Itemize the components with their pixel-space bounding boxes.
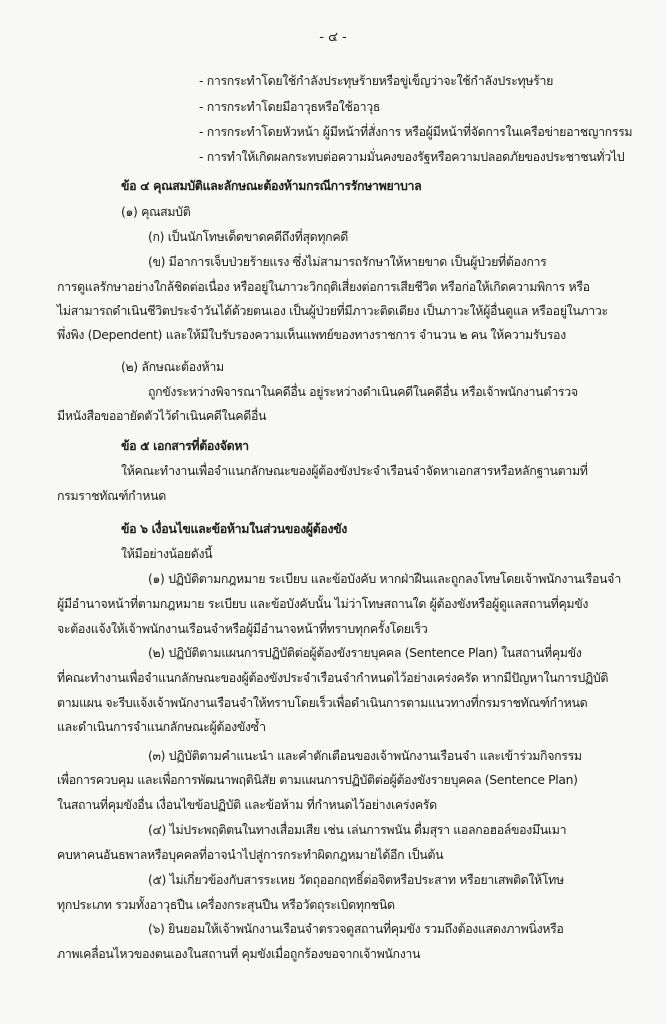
section-5-heading: ข้อ ๕ เอกสารที่ต้องจัดหา [121,438,249,453]
section-6-item-line: (๓) ปฏิบัติตามคำแนะนำ และคำตักเตือนของเจ้าพนักงานเรือนจำ และเข้าร่วมกิจกรรม [148,748,582,763]
section-6-item-line: คบหาคนอันธพาลหรือบุคคลที่อาจนำไปสู่การกระทำผิดกฎหมายได้อีก เป็นต้น [57,847,444,862]
section-6-item-line: (๔) ไม่ประพฤติตนในทางเสื่อมเสีย เช่น เล่นการพนัน ดื่มสุรา แอลกอฮอล์ของมึนเมา [148,822,567,837]
section-4-heading: ข้อ ๔ คุณสมบัติและลักษณะต้องห้ามกรณีการรักษาพยาบาล [121,178,422,193]
section-4-sub2-line: ถูกขังระหว่างพิจารณาในคดีอื่น อยู่ระหว่างดำเนินคดีในคดีอื่น หรือเจ้าพนักงานตำรวจ [148,384,578,399]
bullet-item: - การกระทำโดยมีอาวุธหรือใช้อาวุธ [199,99,381,114]
section-4-sub2-line: มีหนังสือขออายัดตัวไว้ดำเนินคดีในคดีอื่น [57,408,267,423]
section-6-heading: ข้อ ๖ เงื่อนไขและข้อห้ามในส่วนของผู้ต้องขัง [121,521,347,536]
section-6-item-line: ผู้มีอำนาจหน้าที่ตามกฎหมาย ระเบียบ และข้อบังคับนั้น ไม่ว่าโทษสถานใด ผู้ต้องขังหรือผู้ดูแลสถานที่คุมขัง [57,596,589,611]
section-5-line: ให้คณะทำงานเพื่อจำแนกลักษณะของผู้ต้องขังประจำเรือนจำจัดหาเอกสารหรือหลักฐานตามที่ [121,463,588,478]
page-number: - ๔ - [319,30,347,45]
section-6-item-line: และดำเนินการจำแนกลักษณะผู้ต้องขังซ้ำ [57,719,266,734]
section-6-item-line: (๖) ยินยอมให้เจ้าพนักงานเรือนจำตรวจดูสถานที่คุมขัง รวมถึงต้องแสดงภาพนิ่งหรือ [148,921,564,936]
bullet-item: - การกระทำโดยหัวหน้า ผู้มีหน้าที่สั่งการ หรือผู้มีหน้าที่จัดการในเครือข่ายอาชญากรรม [199,124,633,139]
section-4-sub1-title: (๑) คุณสมบัติ [121,204,191,219]
section-6-item-line: เพื่อการควบคุม และเพื่อการพัฒนาพฤตินิสัย ตามแผนการปฏิบัติต่อผู้ต้องขังรายบุคคล (Sentence Plan) [57,772,578,787]
section-6-item-line: (๒) ปฏิบัติตามแผนการปฏิบัติต่อผู้ต้องขังรายบุคคล (Sentence Plan) ในสถานที่คุมขัง [148,645,582,660]
section-4-item-b-line: พึ่งพิง (Dependent) และให้มีใบรับรองความเห็นแพทย์ของทางราชการ จำนวน ๒ คน ให้ความรับรอง [57,327,566,342]
section-6-item-line: จะต้องแจ้งให้เจ้าพนักงานเรือนจำหรือผู้มีอำนาจหน้าที่ทราบทุกครั้งโดยเร็ว [57,621,428,636]
section-6-item-line: ภาพเคลื่อนไหวของตนเองในสถานที่ คุมขังเมื่อถูกร้องขอจากเจ้าพนักงาน [57,946,421,961]
section-4-item-b-line: (ข) มีอาการเจ็บป่วยร้ายแรง ซึ่งไม่สามารถรักษาให้หายขาด เป็นผู้ป่วยที่ต้องการ [148,254,547,269]
bullet-item: - การกระทำโดยใช้กำลังประทุษร้ายหรือขู่เข็ญว่าจะใช้กำลังประทุษร้าย [199,73,553,88]
section-6-item-line: ทุกประเภท รวมทั้งอาวุธปืน เครื่องกระสุนปืน หรือวัตถุระเบิดทุกชนิด [57,897,395,912]
section-6-item-line: (๕) ไม่เกี่ยวข้องกับสารระเหย วัตถุออกฤทธิ์ต่อจิตหรือประสาท หรือยาเสพติดให้โทษ [148,872,564,887]
section-6-item-line: ตามแผน จะรีบแจ้งเจ้าพนักงานเรือนจำให้ทราบโดยเร็วเพื่อดำเนินการตามแนวทางที่กรมราชทัณฑ์กำหนด [57,695,588,710]
section-6-item-line: (๑) ปฏิบัติตามกฎหมาย ระเบียบ และข้อบังคับ หากฝ่าฝืนและถูกลงโทษโดยเจ้าพนักงานเรือนจำ [148,571,622,586]
section-4-item-b-line: การดูแลรักษาอย่างใกล้ชิดต่อเนื่อง หรืออยู่ในภาวะวิกฤติเสี่ยงต่อการเสียชีวิต หรือก่อให้เกิดความพิการ หรือ [57,279,590,294]
bullet-item: - การทำให้เกิดผลกระทบต่อความมั่นคงของรัฐหรือความปลอดภัยของประชาชนทั่วไป [199,149,625,164]
section-4-item-b-line: ไม่สามารถดำเนินชีวิตประจำวันได้ด้วยตนเอง เป็นผู้ป่วยที่มีภาวะติดเตียง เป็นภาวะให้ผู้อื่นดูแล หรืออยู่ในภาวะ [57,303,608,318]
section-4-sub2-title: (๒) ลักษณะต้องห้าม [121,359,224,374]
section-6-item-line: ที่คณะทำงานเพื่อจำแนกลักษณะของผู้ต้องขังประจำเรือนจำกำหนดไว้อย่างเคร่งครัด หากมีปัญหาในการปฏิบัติ [57,670,609,685]
section-4-item-a: (ก) เป็นนักโทษเด็ดขาดคดีถึงที่สุดทุกคดี [148,229,348,244]
section-5-line: กรมราชทัณฑ์กำหนด [57,488,166,503]
section-6-item-line: ในสถานที่คุมขังอื่น เงื่อนไขข้อปฏิบัติ และข้อห้าม ที่กำหนดไว้อย่างเคร่งครัด [57,797,437,812]
section-6-intro: ให้มีอย่างน้อยดังนี้ [121,546,213,561]
